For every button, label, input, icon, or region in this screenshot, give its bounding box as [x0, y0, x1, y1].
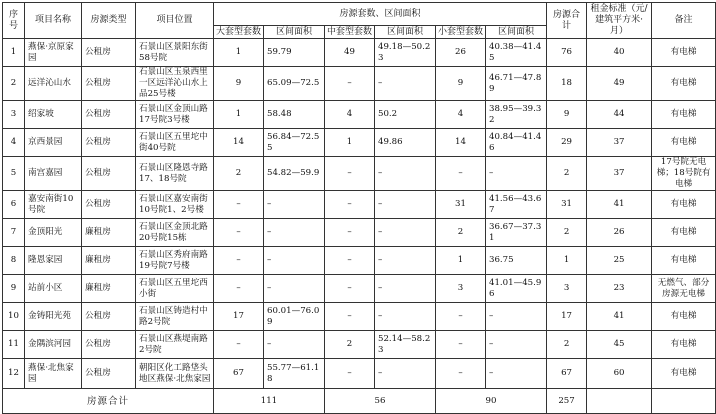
- cell-type: 廉租房: [82, 275, 136, 303]
- cell-large-count: –: [214, 219, 264, 247]
- cell-large-area: –: [264, 191, 325, 219]
- table-row: [3, 331, 716, 359]
- cell-type: 公租房: [82, 359, 136, 389]
- cell-name: 南宫嘉园: [25, 157, 82, 191]
- totals-small: 90: [436, 389, 547, 414]
- cell-small-area: –: [486, 359, 547, 389]
- cell-name: 绍家坡: [25, 101, 82, 129]
- cell-mid-count: –: [325, 157, 375, 191]
- table-row: [3, 275, 716, 303]
- cell-mid-count: –: [325, 275, 375, 303]
- cell-seq: 12: [3, 359, 25, 389]
- cell-small-count: –: [436, 157, 486, 191]
- header-rent: 租金标准（元/建筑平方米·月）: [587, 3, 652, 39]
- cell-large-count: –: [214, 191, 264, 219]
- cell-total: 31: [547, 191, 587, 219]
- cell-large-area: –: [264, 219, 325, 247]
- cell-small-count: 3: [436, 275, 486, 303]
- table-row: [3, 129, 716, 157]
- cell-mid-count: –: [325, 67, 375, 101]
- header-total: 房源合计: [547, 3, 587, 39]
- header-large-area: 区间面积: [264, 26, 325, 39]
- cell-total: 3: [547, 275, 587, 303]
- cell-total: 2: [547, 219, 587, 247]
- header-small-count: 小套型套数: [436, 26, 486, 39]
- cell-small-count: –: [436, 359, 486, 389]
- cell-large-area: 65.09—72.5: [264, 67, 325, 101]
- cell-large-count: 14: [214, 129, 264, 157]
- cell-mid-area: 50.2: [375, 101, 436, 129]
- table-row: [3, 359, 716, 389]
- cell-mid-area: –: [375, 247, 436, 275]
- cell-mid-area: –: [375, 219, 436, 247]
- cell-note: 有电梯: [652, 101, 716, 129]
- cell-large-area: 54.82—59.9: [264, 157, 325, 191]
- cell-type: 公租房: [82, 303, 136, 331]
- cell-note: 有电梯: [652, 39, 716, 67]
- cell-type: 公租房: [82, 157, 136, 191]
- cell-small-count: 1: [436, 247, 486, 275]
- cell-small-area: –: [486, 303, 547, 331]
- totals-total: 257: [547, 389, 587, 414]
- cell-large-count: 9: [214, 67, 264, 101]
- cell-large-area: 55.77—61.18: [264, 359, 325, 389]
- cell-total: 67: [547, 359, 587, 389]
- cell-mid-area: 52.14—58.23: [375, 331, 436, 359]
- cell-mid-count: –: [325, 247, 375, 275]
- cell-mid-area: –: [375, 191, 436, 219]
- cell-note: 无燃气、部分房源无电梯: [652, 275, 716, 303]
- cell-mid-area: 49.18—50.23: [375, 39, 436, 67]
- cell-type: 公租房: [82, 101, 136, 129]
- cell-name: 金顶阳光: [25, 219, 82, 247]
- cell-large-count: –: [214, 247, 264, 275]
- cell-total: 9: [547, 101, 587, 129]
- cell-mid-count: 4: [325, 101, 375, 129]
- cell-name: 站前小区: [25, 275, 82, 303]
- header-mid-count: 中套型套数: [325, 26, 375, 39]
- cell-location: 石景山区秀府南路19号院7号楼: [136, 247, 214, 275]
- cell-location: 石景山区铸造村中路2号院: [136, 303, 214, 331]
- cell-name: 金隅滨河园: [25, 331, 82, 359]
- table-row: [3, 219, 716, 247]
- cell-large-area: 56.84—72.55: [264, 129, 325, 157]
- cell-name: 嘉安南街10号院: [25, 191, 82, 219]
- table-row: [3, 247, 716, 275]
- cell-large-area: –: [264, 247, 325, 275]
- cell-small-count: 2: [436, 219, 486, 247]
- cell-mid-area: –: [375, 67, 436, 101]
- cell-note: 有电梯: [652, 219, 716, 247]
- cell-mid-count: 49: [325, 39, 375, 67]
- cell-large-area: 60.01—76.09: [264, 303, 325, 331]
- cell-small-count: 31: [436, 191, 486, 219]
- totals-row: [3, 389, 716, 414]
- cell-seq: 7: [3, 219, 25, 247]
- cell-type: 公租房: [82, 39, 136, 67]
- header-large-count: 大套型套数: [214, 26, 264, 39]
- cell-large-count: –: [214, 331, 264, 359]
- cell-small-area: 36.75: [486, 247, 547, 275]
- cell-note: 有电梯: [652, 191, 716, 219]
- table-row: [3, 303, 716, 331]
- cell-seq: 5: [3, 157, 25, 191]
- header-note: 备注: [652, 3, 716, 39]
- cell-rent: 40: [587, 39, 652, 67]
- cell-small-count: –: [436, 303, 486, 331]
- cell-mid-area: –: [375, 275, 436, 303]
- cell-seq: 10: [3, 303, 25, 331]
- cell-note: 有电梯: [652, 129, 716, 157]
- cell-seq: 3: [3, 101, 25, 129]
- cell-mid-count: 1: [325, 129, 375, 157]
- header-row-top: [3, 3, 716, 26]
- cell-small-count: 26: [436, 39, 486, 67]
- cell-total: 18: [547, 67, 587, 101]
- cell-location: 石景山区景阳东街58号院: [136, 39, 214, 67]
- cell-name: 隆恩家园: [25, 247, 82, 275]
- cell-large-count: 1: [214, 39, 264, 67]
- cell-mid-count: –: [325, 359, 375, 389]
- cell-rent: 26: [587, 219, 652, 247]
- cell-mid-count: –: [325, 219, 375, 247]
- totals-note-empty: [652, 389, 716, 414]
- cell-note: 有电梯: [652, 359, 716, 389]
- cell-seq: 6: [3, 191, 25, 219]
- cell-rent: 37: [587, 157, 652, 191]
- cell-name: 远洋沁山水: [25, 67, 82, 101]
- cell-rent: 49: [587, 67, 652, 101]
- cell-small-area: –: [486, 157, 547, 191]
- cell-type: 廉租房: [82, 219, 136, 247]
- cell-small-area: 41.01—45.96: [486, 275, 547, 303]
- cell-type: 公租房: [82, 331, 136, 359]
- cell-note: 有电梯: [652, 303, 716, 331]
- cell-note: 有电梯: [652, 331, 716, 359]
- cell-location: 石景山区燕堤南路2号院: [136, 331, 214, 359]
- cell-small-count: –: [436, 331, 486, 359]
- cell-total: 17: [547, 303, 587, 331]
- header-name: 项目名称: [25, 3, 82, 39]
- cell-small-area: 38.95—39.32: [486, 101, 547, 129]
- table-row: [3, 157, 716, 191]
- cell-large-area: 58.48: [264, 101, 325, 129]
- cell-large-count: 2: [214, 157, 264, 191]
- cell-mid-area: 49.86: [375, 129, 436, 157]
- table-body: [3, 39, 716, 389]
- cell-rent: 41: [587, 303, 652, 331]
- cell-mid-area: –: [375, 157, 436, 191]
- cell-seq: 2: [3, 67, 25, 101]
- cell-rent: 60: [587, 359, 652, 389]
- cell-rent: 45: [587, 331, 652, 359]
- totals-label: 房源合计: [3, 389, 214, 414]
- cell-mid-count: 2: [325, 331, 375, 359]
- totals-mid: 56: [325, 389, 436, 414]
- totals-rent-empty: [587, 389, 652, 414]
- cell-location: 石景山区五里坨中街40号院: [136, 129, 214, 157]
- cell-large-area: –: [264, 275, 325, 303]
- cell-seq: 1: [3, 39, 25, 67]
- cell-location: 石景山区五里坨西小街: [136, 275, 214, 303]
- cell-total: 2: [547, 157, 587, 191]
- cell-small-area: –: [486, 331, 547, 359]
- cell-name: 燕保·京原家园: [25, 39, 82, 67]
- cell-location: 朝阳区化工路垡头地区燕保·北焦家园: [136, 359, 214, 389]
- cell-type: 公租房: [82, 67, 136, 101]
- cell-large-area: –: [264, 331, 325, 359]
- cell-note: 有电梯: [652, 247, 716, 275]
- cell-total: 29: [547, 129, 587, 157]
- cell-rent: 44: [587, 101, 652, 129]
- cell-location: 石景山区隆恩寺路17、18号院: [136, 157, 214, 191]
- cell-large-count: 17: [214, 303, 264, 331]
- cell-rent: 23: [587, 275, 652, 303]
- header-seq: 序号: [3, 3, 25, 39]
- cell-mid-count: –: [325, 191, 375, 219]
- header-small-area: 区间面积: [486, 26, 547, 39]
- cell-mid-area: –: [375, 359, 436, 389]
- cell-name: 金铸阳光苑: [25, 303, 82, 331]
- cell-small-count: 14: [436, 129, 486, 157]
- cell-type: 公租房: [82, 129, 136, 157]
- cell-note: 17号院无电梯；18号院有电梯: [652, 157, 716, 191]
- table-row: [3, 191, 716, 219]
- totals-large: 111: [214, 389, 325, 414]
- cell-mid-area: –: [375, 303, 436, 331]
- cell-total: 2: [547, 331, 587, 359]
- cell-small-area: 41.56—43.67: [486, 191, 547, 219]
- cell-type: 公租房: [82, 191, 136, 219]
- cell-large-area: 59.79: [264, 39, 325, 67]
- cell-name: 燕保·北焦家园: [25, 359, 82, 389]
- cell-rent: 25: [587, 247, 652, 275]
- header-location: 项目位置: [136, 3, 214, 39]
- table-row: [3, 101, 716, 129]
- cell-small-area: 40.38—41.45: [486, 39, 547, 67]
- cell-total: 1: [547, 247, 587, 275]
- cell-rent: 41: [587, 191, 652, 219]
- cell-location: 石景山区玉泉西里一区远洋沁山水上品25号楼: [136, 67, 214, 101]
- cell-mid-count: –: [325, 303, 375, 331]
- cell-type: 廉租房: [82, 247, 136, 275]
- cell-name: 京西景园: [25, 129, 82, 157]
- cell-small-area: 46.71—47.89: [486, 67, 547, 101]
- cell-seq: 9: [3, 275, 25, 303]
- cell-small-area: 40.84—41.46: [486, 129, 547, 157]
- cell-location: 石景山区金顶山路17号院3号楼: [136, 101, 214, 129]
- cell-small-count: 9: [436, 67, 486, 101]
- table-row: [3, 39, 716, 67]
- cell-small-count: 4: [436, 101, 486, 129]
- cell-large-count: 1: [214, 101, 264, 129]
- cell-seq: 11: [3, 331, 25, 359]
- cell-location: 石景山区金顶北路20号院15栋: [136, 219, 214, 247]
- header-type: 房源类型: [82, 3, 136, 39]
- cell-note: 有电梯: [652, 67, 716, 101]
- cell-seq: 8: [3, 247, 25, 275]
- cell-rent: 37: [587, 129, 652, 157]
- housing-table: [2, 2, 716, 414]
- cell-large-count: –: [214, 275, 264, 303]
- table-row: [3, 67, 716, 101]
- cell-small-area: 36.67—37.31: [486, 219, 547, 247]
- header-mid-area: 区间面积: [375, 26, 436, 39]
- cell-location: 石景山区嘉安南街10号院1、2号楼: [136, 191, 214, 219]
- cell-total: 76: [547, 39, 587, 67]
- cell-seq: 4: [3, 129, 25, 157]
- header-group: 房源套数、区间面积: [214, 3, 547, 26]
- cell-large-count: 67: [214, 359, 264, 389]
